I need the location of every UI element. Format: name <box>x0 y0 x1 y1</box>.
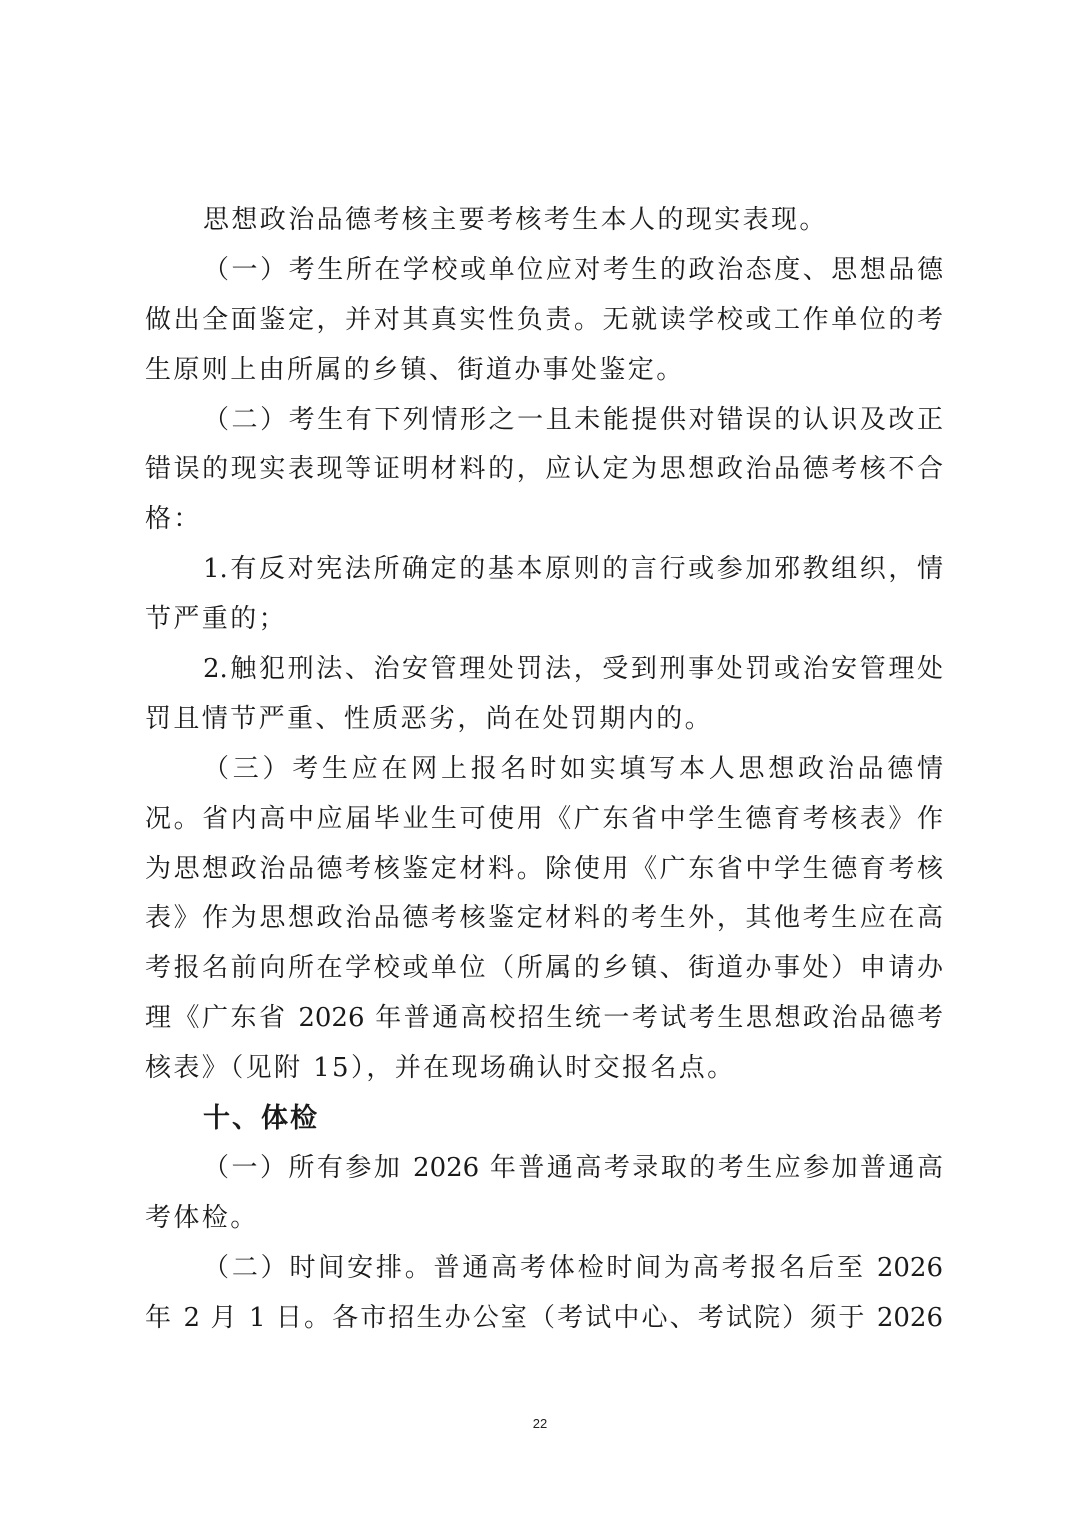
paragraph-line: 考报名前向所在学校或单位（所属的乡镇、街道办事处）申请办 <box>145 953 943 984</box>
paragraph-line: 错误的现实表现等证明材料的，应认定为思想政治品德考核不合 <box>145 454 943 485</box>
paragraph-line: 格： <box>145 504 202 535</box>
list-item-line: 罚且情节严重、性质恶劣，尚在处罚期内的。 <box>145 703 714 734</box>
section-heading: 十、体检 <box>203 1103 319 1135</box>
paragraph-line: 年 2 月 1 日。各市招生办公室（考试中心、考试院）须于 2026 <box>145 1302 943 1333</box>
paragraph-line: 核表》（见附 15），并在现场确认时交报名点。 <box>145 1053 736 1084</box>
paragraph-line: （二）考生有下列情形之一且未能提供对错误的认识及改正 <box>203 404 943 435</box>
paragraph-line: 做出全面鉴定，并对其真实性负责。无就读学校或工作单位的考 <box>145 304 943 335</box>
paragraph-line: 为思想政治品德考核鉴定材料。除使用《广东省中学生德育考核 <box>145 853 943 884</box>
paragraph-line: 理《广东省 2026 年普通高校招生统一考试考生思想政治品德考 <box>145 1003 943 1034</box>
paragraph-line: 生原则上由所属的乡镇、街道办事处鉴定。 <box>145 354 685 385</box>
paragraph-line: 况。省内高中应届毕业生可使用《广东省中学生德育考核表》作 <box>145 803 943 834</box>
paragraph-line: 思想政治品德考核主要考核考生本人的现实表现。 <box>203 205 828 235</box>
paragraph-line: （二）时间安排。普通高考体检时间为高考报名后至 2026 <box>203 1252 943 1283</box>
paragraph-line: 考体检。 <box>145 1202 259 1233</box>
list-item-line: 节严重的； <box>145 604 288 635</box>
paragraph-line: 表》作为思想政治品德考核鉴定材料的考生外，其他考生应在高 <box>145 903 943 934</box>
document-body <box>145 196 943 1343</box>
list-item-line: 2.触犯刑法、治安管理处罚法，受到刑事处罚或治安管理处 <box>203 654 943 685</box>
paragraph-line: （三）考生应在网上报名时如实填写本人思想政治品德情 <box>203 753 943 784</box>
page-number: 22 <box>532 1416 548 1431</box>
paragraph-line: （一）考生所在学校或单位应对考生的政治态度、思想品德 <box>203 254 943 285</box>
list-item-line: 1.有反对宪法所确定的基本原则的言行或参加邪教组织，情 <box>203 554 943 585</box>
paragraph-line: （一）所有参加 2026 年普通高考录取的考生应参加普通高 <box>203 1152 943 1183</box>
